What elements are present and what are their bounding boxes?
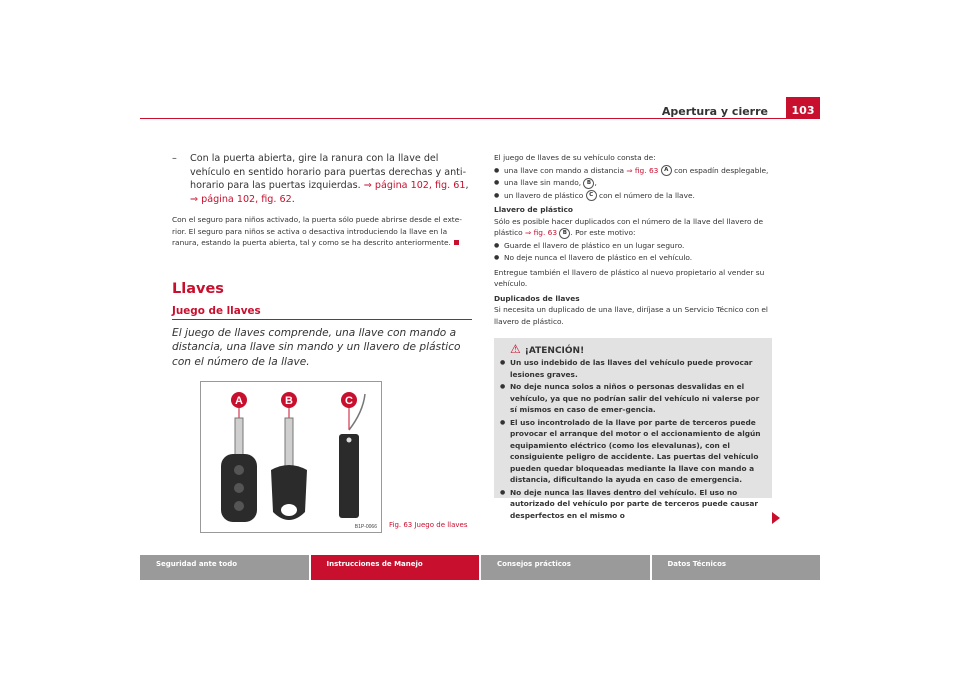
duplicates-text: Si necesita un duplicado de una llave, diríjase a un Servicio Técnico con el llavero de plástico. bbox=[494, 305, 768, 326]
item-text: una llave con mando a distancia bbox=[504, 165, 624, 175]
left-column bbox=[172, 152, 472, 369]
tab-seguridad[interactable]: Seguridad ante todo bbox=[140, 555, 309, 580]
section-title: Llaves bbox=[172, 280, 224, 297]
subsection-title: Juego de llaves bbox=[172, 305, 472, 320]
handover-text: Entregue también el llavero de plástico al nuevo propietario al vender su vehículo. bbox=[494, 267, 765, 288]
tab-datos[interactable]: Datos Técnicos bbox=[652, 555, 821, 580]
page-ref-link-1[interactable]: página 102, fig. 61 bbox=[374, 180, 466, 191]
plastic-text bbox=[494, 216, 772, 239]
warning-triangle-icon: ⚠ bbox=[510, 342, 521, 356]
keys-figure bbox=[200, 381, 382, 533]
callout-c bbox=[341, 392, 357, 430]
figure-caption: Fig. 63 Juego de llaves bbox=[389, 521, 468, 529]
remote-key-icon bbox=[221, 418, 257, 522]
running-header-title: Apertura y cierre bbox=[661, 105, 768, 118]
ref-arrow-icon: ⇒ bbox=[190, 193, 199, 205]
callout-b bbox=[281, 392, 297, 418]
item-text: un llavero de plástico bbox=[504, 190, 584, 200]
warning-item: ● No deje nunca solos a niños o personas desvalidas en el vehículo, ya que no podrían salir del vehículo ni valerse por sí mismos en caso de emer-gencia. bbox=[500, 381, 766, 416]
page-ref-link-2[interactable]: página 102, fig. 62 bbox=[201, 193, 292, 205]
label-badge-c: C bbox=[586, 190, 597, 201]
label-badge-b: B bbox=[583, 178, 594, 189]
keyset-intro: El juego de llaves de su vehículo consta de: bbox=[494, 153, 656, 162]
warning-title-text: ¡ATENCIÓN! bbox=[524, 346, 585, 356]
item-text: , bbox=[594, 178, 597, 187]
page-number: 103 bbox=[786, 97, 820, 119]
figure-code: B1P-0066 bbox=[354, 524, 377, 530]
duplicates-heading: Duplicados de llaves bbox=[494, 293, 580, 303]
ref-arrow-icon: ⇒ bbox=[525, 228, 532, 237]
list-item bbox=[494, 190, 772, 202]
end-square-icon bbox=[454, 240, 459, 245]
continue-arrow-icon bbox=[772, 512, 780, 524]
footer-nav bbox=[140, 555, 820, 580]
callout-a-label: A bbox=[235, 395, 243, 407]
callout-c-label: C bbox=[345, 395, 353, 407]
intro-text: El juego de llaves comprende, una llave con mando a distancia, una llave sin mando y un llavero de plástico con el número de la llave. bbox=[172, 326, 461, 368]
header-rule bbox=[140, 118, 820, 119]
ref-separator: , bbox=[465, 180, 469, 191]
label-badge-a: A bbox=[661, 165, 672, 176]
step-dash: – bbox=[172, 153, 177, 164]
step-end: . bbox=[291, 193, 295, 205]
label-badge-b: B bbox=[559, 228, 570, 239]
fig-ref-link[interactable]: fig. 63 bbox=[533, 228, 558, 237]
child-lock-note bbox=[172, 214, 472, 249]
step-item bbox=[172, 152, 472, 206]
keys-illustration bbox=[201, 382, 381, 532]
plastic-heading: Llavero de plástico bbox=[494, 205, 573, 214]
item-text: con el número de la llave. bbox=[599, 190, 695, 200]
warning-item: ● No deje nunca las llaves dentro del vehículo. El uso no autorizado del vehículo por parte de terceros puede causar desperfectos en el mismo o bbox=[500, 487, 766, 522]
plastic-tag-icon bbox=[339, 394, 365, 518]
plastic-text-post: . Por este motivo: bbox=[570, 228, 636, 237]
warning-box bbox=[494, 338, 772, 520]
step-text: Con la puerta abierta, gire la ranura con la llave del vehículo en sentido horario para puertas derechas y anti-horario para las puertas izquierdas. bbox=[190, 153, 467, 191]
tab-instrucciones[interactable]: Instrucciones de Manejo bbox=[311, 555, 480, 580]
callout-a bbox=[231, 392, 247, 418]
warning-title bbox=[500, 342, 766, 356]
note-text: Con el seguro para niños activado, la puerta sólo puede abrirse desde el exte-rior. El seguro para niños se activa o desactiva introduciendo la llave en la ranura, estando la puerta abierta, tal y como se ha descrito anteriormente. bbox=[172, 215, 462, 247]
warning-item: ● El uso incontrolado de la llave por parte de terceros puede provocar el arranque del motor o el accionamiento de algún equipamiento eléctrico (como los elevalunas), con el consiguiente peligro de accidente. Las puertas del vehículo pueden quedar bloqueadas mediante la llave con mando a distancia, dificultando la ayuda en caso de emergencia. bbox=[500, 417, 766, 486]
plastic-text-pre: Sólo es posible hacer duplicados con el número de la llave del llavero de plástico bbox=[494, 216, 764, 237]
list-item: ● Guarde el llavero de plástico en un lugar seguro. bbox=[494, 240, 772, 252]
warning-item: ● Un uso indebido de las llaves del vehículo puede provocar lesiones graves. bbox=[500, 357, 766, 380]
tab-consejos[interactable]: Consejos prácticos bbox=[481, 555, 650, 580]
list-item: ● No deje nunca el llavero de plástico en el vehículo. bbox=[494, 252, 772, 264]
ref-arrow-icon: ⇒ bbox=[363, 180, 372, 191]
callout-b-label: B bbox=[285, 395, 293, 407]
list-item bbox=[494, 177, 772, 189]
list-item bbox=[494, 165, 772, 177]
item-text: con espadín desplegable, bbox=[674, 165, 769, 175]
item-text: una llave sin mando, bbox=[504, 178, 582, 187]
plain-key-icon bbox=[271, 418, 307, 520]
ref-arrow-icon: ⇒ bbox=[626, 165, 633, 175]
right-column bbox=[494, 152, 772, 520]
fig-ref-link[interactable]: fig. 63 bbox=[634, 165, 659, 175]
